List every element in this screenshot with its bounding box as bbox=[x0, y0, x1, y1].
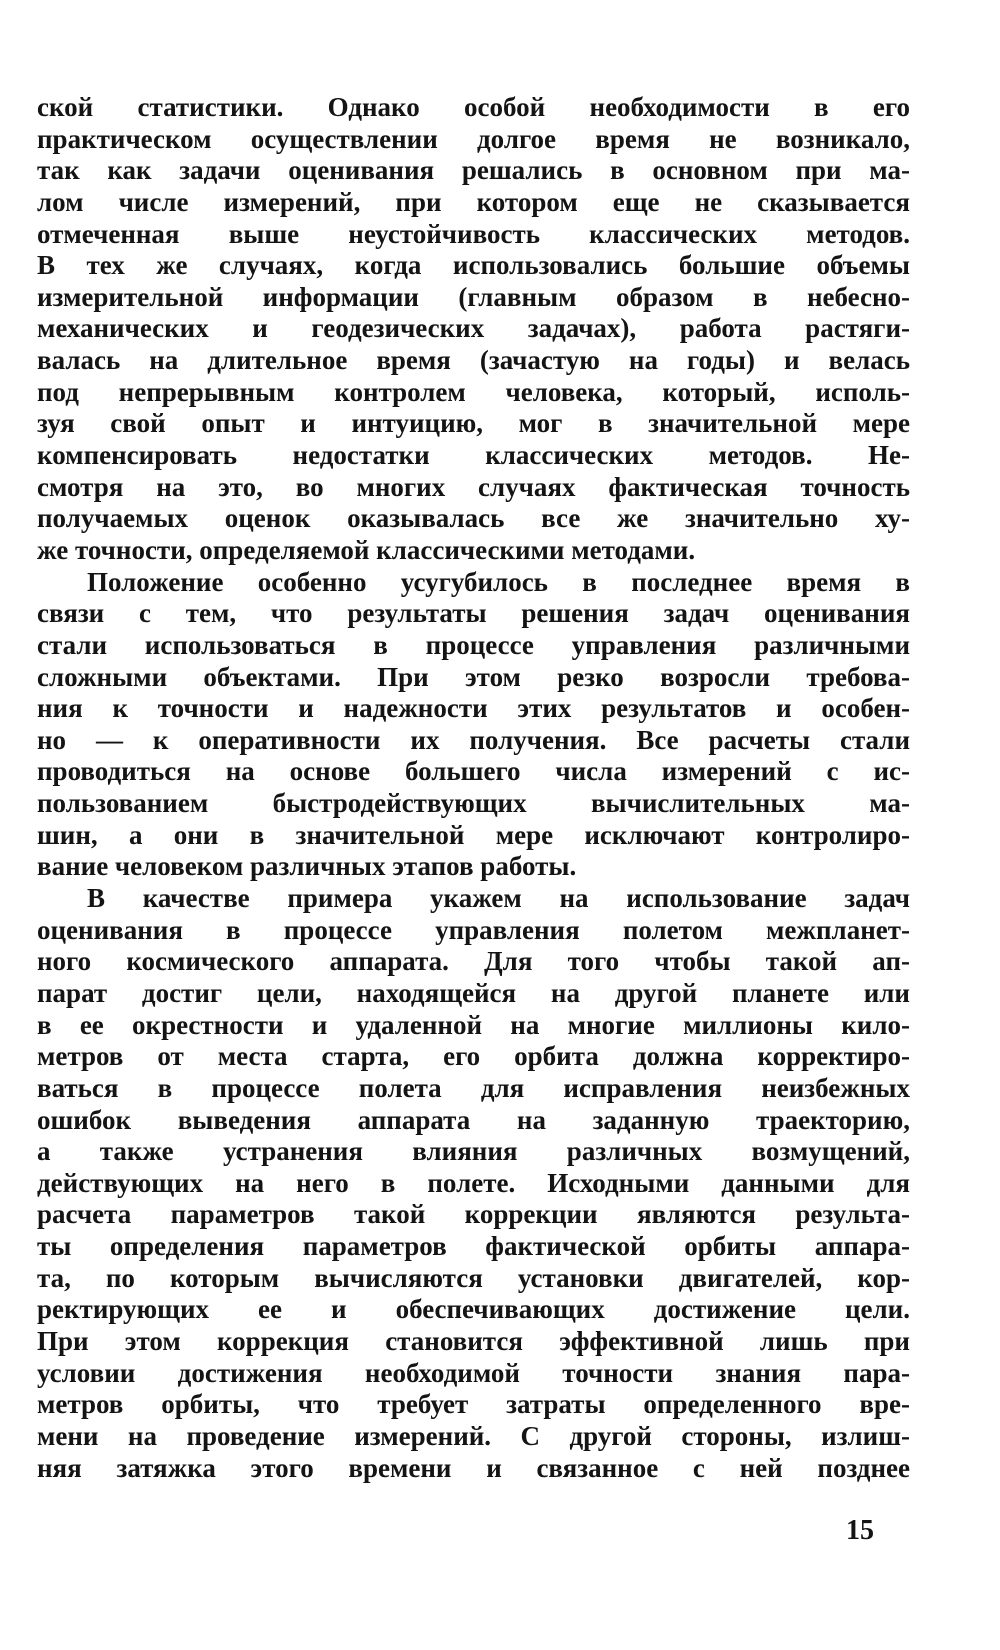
text-line: мени на проведение измерений. С другой стороны, излиш- bbox=[37, 1420, 910, 1451]
text-line: механических и геодезических задачах), работа растяги- bbox=[37, 313, 910, 344]
text-line: смотря на это, во многих случаях фактическая точность bbox=[37, 471, 910, 502]
text-line: метров орбиты, что требует затраты определенного вре- bbox=[37, 1389, 910, 1420]
text-line: сложными объектами. При этом резко возросли требова- bbox=[37, 661, 910, 692]
text-line: так как задачи оценивания решались в основном при ма- bbox=[37, 155, 910, 186]
paragraph bbox=[37, 883, 910, 1484]
text-line: а также устранения влияния различных возмущений, bbox=[37, 1136, 910, 1167]
text-line: стали использоваться в процессе управления различными bbox=[37, 629, 910, 660]
text-line: но — к оперативности их получения. Все расчеты стали bbox=[37, 724, 910, 755]
text-line: ния к точности и надежности этих результатов и особен- bbox=[37, 693, 910, 724]
body-text bbox=[37, 92, 910, 1484]
text-line: валась на длительное время (зачастую на годы) и велась bbox=[37, 345, 910, 376]
text-line: шин, а они в значительной мере исключают контролиро- bbox=[37, 819, 910, 850]
text-line: связи с тем, что результаты решения задач оценивания bbox=[37, 598, 910, 629]
text-line: няя затяжка этого времени и связанное с ней позднее bbox=[37, 1452, 910, 1483]
text-line: Положение особенно усугубилось в последнее время в bbox=[87, 566, 910, 597]
text-line: измерительной информации (главным образом в небесно- bbox=[37, 281, 910, 312]
text-line: пользованием быстродействующих вычислительных ма- bbox=[37, 788, 910, 819]
text-line: ты определения параметров фактической орбиты аппара- bbox=[37, 1231, 910, 1262]
text-line: оценивания в процессе управления полетом межпланет- bbox=[37, 914, 910, 945]
text-line: практическом осуществлении долгое время не возникало, bbox=[37, 123, 910, 154]
text-line: лом числе измерений, при котором еще не сказывается bbox=[37, 186, 910, 217]
text-line: в ее окрестности и удаленной на многие миллионы кило- bbox=[37, 1009, 910, 1040]
text-line: вание человеком различных этапов работы. bbox=[37, 851, 577, 882]
text-line: компенсировать недостатки классических методов. Не- bbox=[37, 440, 910, 471]
text-line: ошибок выведения аппарата на заданную траекторию, bbox=[37, 1104, 910, 1135]
text-line: под непрерывным контролем человека, который, исполь- bbox=[37, 376, 910, 407]
text-line: зуя свой опыт и интуицию, мог в значительной мере bbox=[37, 408, 910, 439]
text-line: При этом коррекция становится эффективной лишь при bbox=[37, 1325, 910, 1356]
text-line: ректирующих ее и обеспечивающих достижение цели. bbox=[37, 1294, 910, 1325]
text-line: ного космического аппарата. Для того чтобы такой ап- bbox=[37, 946, 910, 977]
text-line: та, по которым вычисляются установки двигателей, кор- bbox=[37, 1262, 910, 1293]
text-line: действующих на него в полете. Исходными данными для bbox=[37, 1167, 910, 1198]
text-line: метров от места старта, его орбита должна корректиро- bbox=[37, 1041, 910, 1072]
text-line: проводиться на основе большего числа измерений с ис- bbox=[37, 756, 910, 787]
text-line: В тех же случаях, когда использовались большие объемы bbox=[37, 250, 910, 281]
paragraph bbox=[37, 92, 910, 567]
text-line: получаемых оценок оказывалась все же значительно ху- bbox=[37, 503, 910, 534]
text-line: ваться в процессе полета для исправления неизбежных bbox=[37, 1072, 910, 1103]
text-line: В качестве примера укажем на использование задач bbox=[87, 883, 910, 914]
page-number: 15 bbox=[846, 1515, 874, 1546]
text-line: ской статистики. Однако особой необходимости в его bbox=[37, 92, 910, 122]
text-line: парат достиг цели, находящейся на другой планете или bbox=[37, 977, 910, 1008]
text-line: условии достижения необходимой точности знания пара- bbox=[37, 1357, 910, 1388]
text-line: отмеченная выше неустойчивость классических методов. bbox=[37, 218, 910, 249]
paragraph bbox=[37, 567, 910, 883]
text-line: расчета параметров такой коррекции являются результа- bbox=[37, 1199, 910, 1230]
text-line: же точности, определяемой классическими методами. bbox=[37, 534, 696, 565]
